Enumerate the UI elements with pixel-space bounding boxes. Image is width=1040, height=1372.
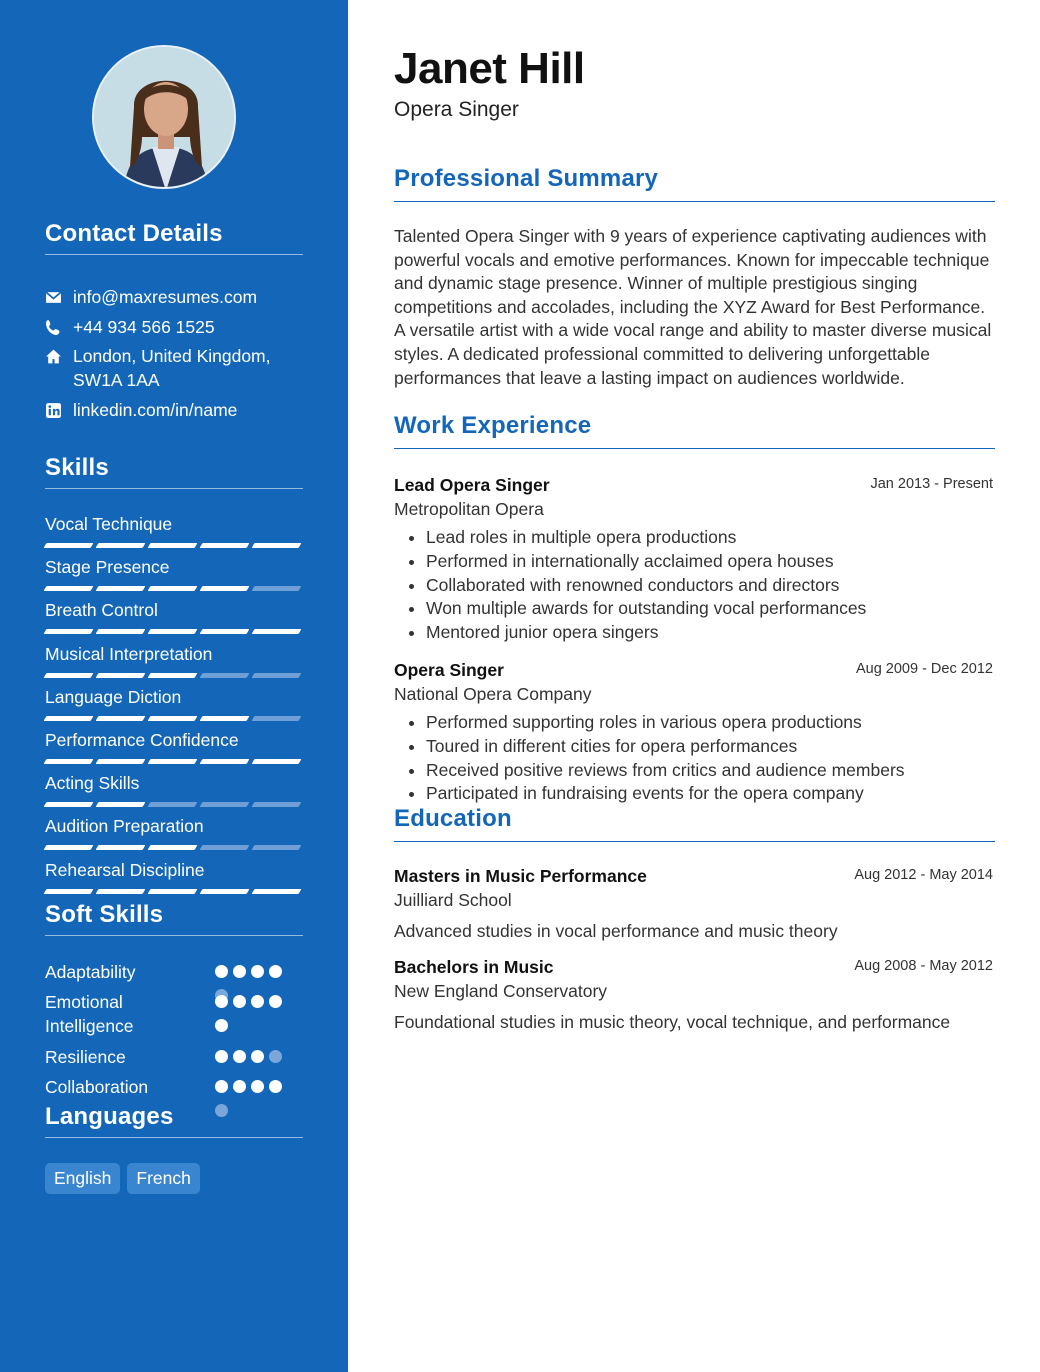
candidate-role: Opera Singer [394,98,519,121]
rating-dot [215,965,228,978]
skill-label: Rehearsal Discipline [45,860,205,880]
skill-label: Audition Preparation [45,816,204,836]
level-segment [200,889,250,894]
list-item: • Toured in different cities for opera performances [426,735,995,759]
list-item: • Received positive reviews from critics and audience members [426,759,995,783]
sidebar [0,0,348,1372]
list-item: • Collaborated with renowned conductors and directors [426,574,995,598]
degree-description: Advanced studies in vocal performance and music theory [394,921,838,941]
soft-skill-label: Resilience [45,1047,126,1067]
soft-skill-label: Collaboration [45,1077,149,1097]
level-segment [252,716,302,721]
rating-dot [215,1080,228,1093]
skill-item [45,772,303,807]
skill-item [45,815,303,850]
degree-title: Masters in Music Performance [394,866,647,886]
level-segment [148,673,198,678]
contact-heading: Contact Details [45,220,303,255]
level-segment [200,586,250,591]
level-segment [200,543,250,548]
level-segment [252,543,302,548]
skill-item [45,556,303,591]
rating-dot [215,1050,228,1063]
skill-item [45,513,303,548]
level-segment [96,889,146,894]
soft-skill-rating [215,995,295,1032]
level-segment [200,673,250,678]
list-item: • Participated in fundraising events for the opera company [426,782,995,806]
level-segment [44,673,94,678]
rating-dot [251,1050,264,1063]
avatar [92,45,236,189]
job-title: Lead Opera Singer [394,475,550,495]
level-segment [96,759,146,764]
rating-dot [251,1080,264,1093]
languages-list [45,1163,200,1194]
level-segment [148,802,198,807]
level-segment [96,716,146,721]
level-segment [148,586,198,591]
level-segment [96,586,146,591]
language-tag: French [127,1163,199,1194]
skill-level-bar [45,759,303,764]
skill-level-bar [45,845,303,850]
address-text: London, United Kingdom, SW1A 1AA [73,346,271,390]
level-segment [148,543,198,548]
level-segment [252,845,302,850]
school-name: Juilliard School [394,890,512,910]
level-segment [44,802,94,807]
skill-level-bar [45,889,303,894]
rating-dot [269,1080,282,1093]
skill-label: Language Diction [45,687,182,707]
job-org: Metropolitan Opera [394,499,544,519]
skill-label: Breath Control [45,600,158,620]
experience-entry [394,473,995,645]
summary-heading: Professional Summary [394,165,995,202]
level-segment [252,673,302,678]
rating-dot [215,995,228,1008]
rating-dot [251,995,264,1008]
level-segment [148,845,198,850]
soft-skills-heading: Soft Skills [45,901,303,936]
home-icon [45,344,73,392]
soft-skill-label: Adaptability [45,962,136,982]
list-item: • Mentored junior opera singers [426,621,995,645]
skill-level-bar [45,543,303,548]
rating-dot [269,1050,282,1063]
email-text[interactable]: info@maxresumes.com [73,287,258,307]
experience-entry [394,658,995,806]
level-segment [44,716,94,721]
phone-text[interactable]: +44 934 566 1525 [73,317,215,337]
list-item: • Performed supporting roles in various opera productions [426,711,995,735]
level-segment [200,629,250,634]
level-segment [200,845,250,850]
rating-dot [233,1080,246,1093]
rating-dot [269,965,282,978]
skill-item [45,859,303,894]
skill-level-bar [45,673,303,678]
skill-level-bar [45,586,303,591]
list-item: • Won multiple awards for outstanding vocal performances [426,597,995,621]
degree-date: Aug 2008 - May 2012 [854,958,993,974]
phone-icon [45,315,73,339]
skill-item [45,729,303,764]
level-segment [148,759,198,764]
summary-text: Talented Opera Singer with 9 years of experience captivating audiences with powerful vocals and emotive performances. Known for impeccable technique and dynamic stage presence. Winner of multiple prestigious singing competitions and accolades, including the XYZ Award for Best Performance. A versatile artist with a wide vocal range and ability to master diverse musical styles. A dedicated professional committed to delivering unforgettable performances that leave a lasting impact on audiences worldwide. [394,226,992,388]
contact-email[interactable] [45,285,305,309]
soft-skill-label: Emotional Intelligence [45,992,134,1036]
education-heading: Education [394,805,995,842]
contact-phone[interactable] [45,315,305,339]
level-segment [148,889,198,894]
job-bullets [394,711,995,806]
level-segment [200,716,250,721]
skill-label: Acting Skills [45,773,140,793]
level-segment [44,759,94,764]
skill-item [45,686,303,721]
job-org: National Opera Company [394,684,592,704]
level-segment [44,889,94,894]
level-segment [252,889,302,894]
level-segment [44,586,94,591]
list-item: • Lead roles in multiple opera productions [426,526,995,550]
level-segment [96,629,146,634]
skill-level-bar [45,802,303,807]
level-segment [148,629,198,634]
candidate-name: Janet Hill [394,44,585,93]
rating-dot [233,965,246,978]
envelope-icon [45,285,73,309]
skill-label: Musical Interpretation [45,644,213,664]
level-segment [96,543,146,548]
degree-date: Aug 2012 - May 2014 [854,867,993,883]
skill-label: Stage Presence [45,557,170,577]
level-segment [44,629,94,634]
skill-item [45,643,303,678]
rating-dot [269,995,282,1008]
language-tag: English [45,1163,120,1194]
experience-heading: Work Experience [394,412,995,449]
rating-dot [233,995,246,1008]
contact-address [45,344,305,392]
skill-level-bar [45,629,303,634]
level-segment [252,759,302,764]
degree-description: Foundational studies in music theory, vocal technique, and performance [394,1012,951,1032]
level-segment [200,759,250,764]
level-segment [44,845,94,850]
rating-dot [251,965,264,978]
job-bullets [394,526,995,645]
education-entry [394,864,995,943]
job-date: Jan 2013 - Present [870,476,993,492]
level-segment [252,586,302,591]
languages-heading: Languages [45,1103,303,1138]
skill-label: Performance Confidence [45,730,239,750]
education-entry [394,955,995,1034]
rating-dot [233,1050,246,1063]
skills-heading: Skills [45,454,303,489]
job-date: Aug 2009 - Dec 2012 [855,661,993,677]
level-segment [44,543,94,548]
level-segment [148,716,198,721]
rating-dot [215,1019,228,1032]
list-item: • Performed in internationally acclaimed opera houses [426,550,995,574]
degree-title: Bachelors in Music [394,957,554,977]
skill-label: Vocal Technique [45,514,173,534]
profile-photo [94,47,236,189]
linkedin-icon [45,398,73,422]
school-name: New England Conservatory [394,981,608,1001]
level-segment [96,845,146,850]
level-segment [200,802,250,807]
soft-skill-rating [215,1050,295,1063]
level-segment [252,802,302,807]
linkedin-text[interactable]: linkedin.com/in/name [73,400,238,420]
contact-linkedin[interactable] [45,398,305,422]
level-segment [96,802,146,807]
skill-item [45,599,303,634]
job-title: Opera Singer [394,660,504,680]
level-segment [252,629,302,634]
level-segment [96,673,146,678]
skill-level-bar [45,716,303,721]
